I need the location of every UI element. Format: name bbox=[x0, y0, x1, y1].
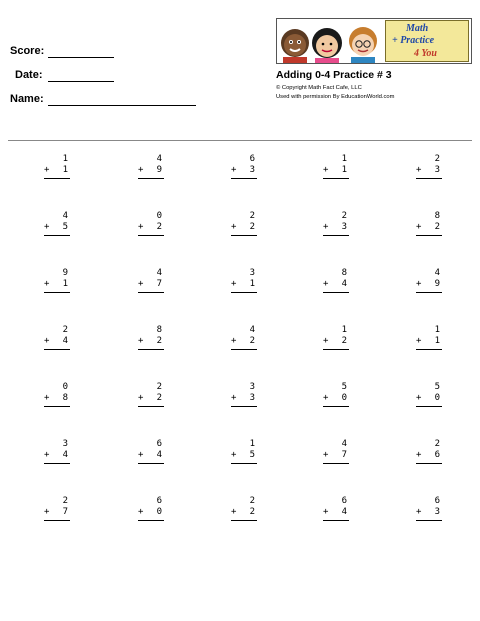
addend-top: 4 bbox=[249, 325, 255, 335]
addend-top: 8 bbox=[156, 325, 162, 335]
problem bbox=[44, 382, 70, 414]
problem bbox=[323, 439, 349, 471]
plus-sign: + bbox=[138, 450, 144, 460]
plus-sign: + bbox=[231, 393, 237, 403]
problem bbox=[231, 382, 257, 414]
answer-line[interactable] bbox=[416, 463, 442, 464]
name-field[interactable] bbox=[10, 93, 44, 105]
problem bbox=[44, 211, 70, 243]
addend-bottom: 0 bbox=[156, 507, 162, 517]
addend-bottom: 4 bbox=[62, 336, 68, 346]
answer-line[interactable] bbox=[231, 178, 257, 179]
plus-sign: + bbox=[416, 450, 422, 460]
addend-bottom: 2 bbox=[156, 393, 162, 403]
problem bbox=[323, 496, 349, 528]
problem bbox=[138, 154, 164, 186]
addend-bottom: 0 bbox=[341, 393, 347, 403]
addend-bottom: 4 bbox=[341, 507, 347, 517]
answer-line[interactable] bbox=[416, 520, 442, 521]
plus-sign: + bbox=[138, 507, 144, 517]
addend-top: 2 bbox=[434, 154, 440, 164]
addend-top: 3 bbox=[249, 382, 255, 392]
problem bbox=[44, 439, 70, 471]
answer-line[interactable] bbox=[231, 406, 257, 407]
problem bbox=[416, 382, 442, 414]
addend-top: 2 bbox=[249, 496, 255, 506]
plus-sign: + bbox=[231, 336, 237, 346]
math-practice-logo bbox=[276, 18, 472, 64]
score-label: Score: bbox=[10, 45, 45, 57]
addend-top: 2 bbox=[434, 439, 440, 449]
addend-top: 4 bbox=[434, 268, 440, 278]
addend-bottom: 4 bbox=[156, 450, 162, 460]
addend-top: 4 bbox=[156, 268, 162, 278]
plus-sign: + bbox=[44, 393, 50, 403]
addend-bottom: 3 bbox=[434, 507, 440, 517]
plus-sign: + bbox=[44, 507, 50, 517]
addend-bottom: 3 bbox=[434, 165, 440, 175]
answer-line[interactable] bbox=[231, 349, 257, 350]
addend-bottom: 2 bbox=[249, 507, 255, 517]
plus-sign: + bbox=[138, 393, 144, 403]
name-label: Name: bbox=[10, 93, 44, 105]
answer-line[interactable] bbox=[138, 235, 164, 236]
addend-top: 6 bbox=[341, 496, 347, 506]
addend-top: 2 bbox=[62, 496, 68, 506]
problem bbox=[323, 382, 349, 414]
answer-line[interactable] bbox=[416, 406, 442, 407]
copyright-text: © Copyright Math Fact Cafe, LLC bbox=[276, 85, 362, 91]
addend-top: 3 bbox=[249, 268, 255, 278]
addend-top: 4 bbox=[156, 154, 162, 164]
answer-line[interactable] bbox=[231, 292, 257, 293]
addend-top: 1 bbox=[341, 325, 347, 335]
plus-sign: + bbox=[323, 450, 329, 460]
addend-bottom: 5 bbox=[62, 222, 68, 232]
problem bbox=[138, 382, 164, 414]
date-field[interactable] bbox=[15, 69, 43, 81]
addend-bottom: 0 bbox=[434, 393, 440, 403]
problem bbox=[231, 439, 257, 471]
permission-text: Used with permission By EducationWorld.com bbox=[276, 94, 395, 100]
plus-sign: + bbox=[138, 165, 144, 175]
answer-line[interactable] bbox=[44, 349, 70, 350]
score-line[interactable] bbox=[48, 57, 114, 58]
date-line[interactable] bbox=[48, 81, 114, 82]
addend-top: 1 bbox=[249, 439, 255, 449]
addend-bottom: 3 bbox=[249, 393, 255, 403]
addend-top: 8 bbox=[434, 211, 440, 221]
problem bbox=[416, 325, 442, 357]
problem bbox=[138, 268, 164, 300]
addend-bottom: 1 bbox=[249, 279, 255, 289]
plus-sign: + bbox=[44, 450, 50, 460]
addend-top: 6 bbox=[156, 439, 162, 449]
plus-sign: + bbox=[323, 507, 329, 517]
answer-line[interactable] bbox=[323, 349, 349, 350]
answer-line[interactable] bbox=[138, 178, 164, 179]
addend-bottom: 2 bbox=[156, 222, 162, 232]
addend-top: 4 bbox=[62, 211, 68, 221]
addend-bottom: 5 bbox=[249, 450, 255, 460]
plus-sign: + bbox=[323, 165, 329, 175]
plus-sign: + bbox=[231, 507, 237, 517]
children-illustration bbox=[277, 19, 385, 64]
problem bbox=[416, 154, 442, 186]
answer-line[interactable] bbox=[416, 235, 442, 236]
problem bbox=[416, 211, 442, 243]
addend-bottom: 7 bbox=[156, 279, 162, 289]
problem bbox=[44, 496, 70, 528]
addend-bottom: 9 bbox=[434, 279, 440, 289]
plus-sign: + bbox=[416, 507, 422, 517]
name-line[interactable] bbox=[48, 105, 196, 106]
addend-bottom: 1 bbox=[341, 165, 347, 175]
addend-bottom: 3 bbox=[341, 222, 347, 232]
addend-bottom: 7 bbox=[341, 450, 347, 460]
problem bbox=[323, 325, 349, 357]
problem bbox=[231, 268, 257, 300]
addend-top: 1 bbox=[434, 325, 440, 335]
answer-line[interactable] bbox=[231, 463, 257, 464]
addend-top: 8 bbox=[341, 268, 347, 278]
answer-line[interactable] bbox=[323, 292, 349, 293]
addend-top: 2 bbox=[341, 211, 347, 221]
addend-top: 5 bbox=[434, 382, 440, 392]
answer-line[interactable] bbox=[323, 463, 349, 464]
problem bbox=[231, 325, 257, 357]
plus-sign: + bbox=[138, 279, 144, 289]
answer-line[interactable] bbox=[416, 178, 442, 179]
plus-sign: + bbox=[138, 336, 144, 346]
plus-sign: + bbox=[231, 222, 237, 232]
problem bbox=[231, 154, 257, 186]
plus-sign: + bbox=[416, 165, 422, 175]
answer-line[interactable] bbox=[138, 463, 164, 464]
answer-line[interactable] bbox=[44, 463, 70, 464]
answer-line[interactable] bbox=[44, 292, 70, 293]
plus-sign: + bbox=[323, 336, 329, 346]
addend-bottom: 2 bbox=[341, 336, 347, 346]
problem bbox=[416, 268, 442, 300]
plus-sign: + bbox=[44, 222, 50, 232]
header-divider bbox=[8, 140, 472, 141]
problem bbox=[416, 439, 442, 471]
addend-bottom: 1 bbox=[434, 336, 440, 346]
answer-line[interactable] bbox=[44, 235, 70, 236]
addend-top: 0 bbox=[62, 382, 68, 392]
addend-top: 0 bbox=[156, 211, 162, 221]
problem bbox=[416, 496, 442, 528]
page-title: Adding 0-4 Practice # 3 bbox=[276, 69, 392, 81]
logo-line-practice: + Practice bbox=[392, 35, 435, 46]
plus-sign: + bbox=[323, 222, 329, 232]
addend-top: 1 bbox=[341, 154, 347, 164]
answer-line[interactable] bbox=[323, 406, 349, 407]
problem bbox=[138, 439, 164, 471]
plus-sign: + bbox=[44, 165, 50, 175]
answer-line[interactable] bbox=[138, 406, 164, 407]
addend-top: 2 bbox=[156, 382, 162, 392]
answer-line[interactable] bbox=[44, 178, 70, 179]
problem bbox=[138, 211, 164, 243]
addend-bottom: 4 bbox=[341, 279, 347, 289]
addend-bottom: 9 bbox=[156, 165, 162, 175]
addend-top: 2 bbox=[249, 211, 255, 221]
addend-top: 5 bbox=[341, 382, 347, 392]
addend-bottom: 1 bbox=[62, 165, 68, 175]
plus-sign: + bbox=[416, 279, 422, 289]
plus-sign: + bbox=[323, 393, 329, 403]
plus-sign: + bbox=[416, 393, 422, 403]
plus-sign: + bbox=[44, 279, 50, 289]
answer-line[interactable] bbox=[323, 235, 349, 236]
plus-sign: + bbox=[323, 279, 329, 289]
answer-line[interactable] bbox=[138, 292, 164, 293]
answer-line[interactable] bbox=[231, 235, 257, 236]
addend-top: 6 bbox=[156, 496, 162, 506]
answer-line[interactable] bbox=[323, 178, 349, 179]
addend-bottom: 7 bbox=[62, 507, 68, 517]
addend-bottom: 8 bbox=[62, 393, 68, 403]
answer-line[interactable] bbox=[416, 349, 442, 350]
plus-sign: + bbox=[416, 222, 422, 232]
plus-sign: + bbox=[231, 279, 237, 289]
logo-line-math: Math bbox=[406, 23, 429, 34]
problem bbox=[231, 211, 257, 243]
problem bbox=[323, 154, 349, 186]
plus-sign: + bbox=[138, 222, 144, 232]
answer-line[interactable] bbox=[138, 349, 164, 350]
answer-line[interactable] bbox=[44, 520, 70, 521]
answer-line[interactable] bbox=[138, 520, 164, 521]
problem bbox=[138, 496, 164, 528]
problem bbox=[231, 496, 257, 528]
answer-line[interactable] bbox=[416, 292, 442, 293]
addend-top: 6 bbox=[249, 154, 255, 164]
plus-sign: + bbox=[44, 336, 50, 346]
problem bbox=[44, 325, 70, 357]
addend-top: 4 bbox=[341, 439, 347, 449]
problem bbox=[138, 325, 164, 357]
addend-bottom: 2 bbox=[249, 222, 255, 232]
addend-bottom: 2 bbox=[434, 222, 440, 232]
answer-line[interactable] bbox=[44, 406, 70, 407]
addend-top: 6 bbox=[434, 496, 440, 506]
problem bbox=[44, 268, 70, 300]
plus-sign: + bbox=[231, 165, 237, 175]
addend-top: 1 bbox=[62, 154, 68, 164]
addend-bottom: 1 bbox=[62, 279, 68, 289]
plus-sign: + bbox=[416, 336, 422, 346]
addend-bottom: 4 bbox=[62, 450, 68, 460]
problem bbox=[323, 211, 349, 243]
problem bbox=[323, 268, 349, 300]
score-field[interactable] bbox=[10, 45, 44, 57]
addend-bottom: 3 bbox=[249, 165, 255, 175]
addend-bottom: 6 bbox=[434, 450, 440, 460]
answer-line[interactable] bbox=[231, 520, 257, 521]
addend-bottom: 2 bbox=[249, 336, 255, 346]
logo-text-panel bbox=[385, 20, 469, 62]
addend-top: 9 bbox=[62, 268, 68, 278]
problem bbox=[44, 154, 70, 186]
addend-bottom: 2 bbox=[156, 336, 162, 346]
addend-top: 2 bbox=[62, 325, 68, 335]
date-label: Date: bbox=[15, 69, 43, 81]
answer-line[interactable] bbox=[323, 520, 349, 521]
logo-line-4you: 4 You bbox=[414, 48, 437, 59]
plus-sign: + bbox=[231, 450, 237, 460]
addend-top: 3 bbox=[62, 439, 68, 449]
